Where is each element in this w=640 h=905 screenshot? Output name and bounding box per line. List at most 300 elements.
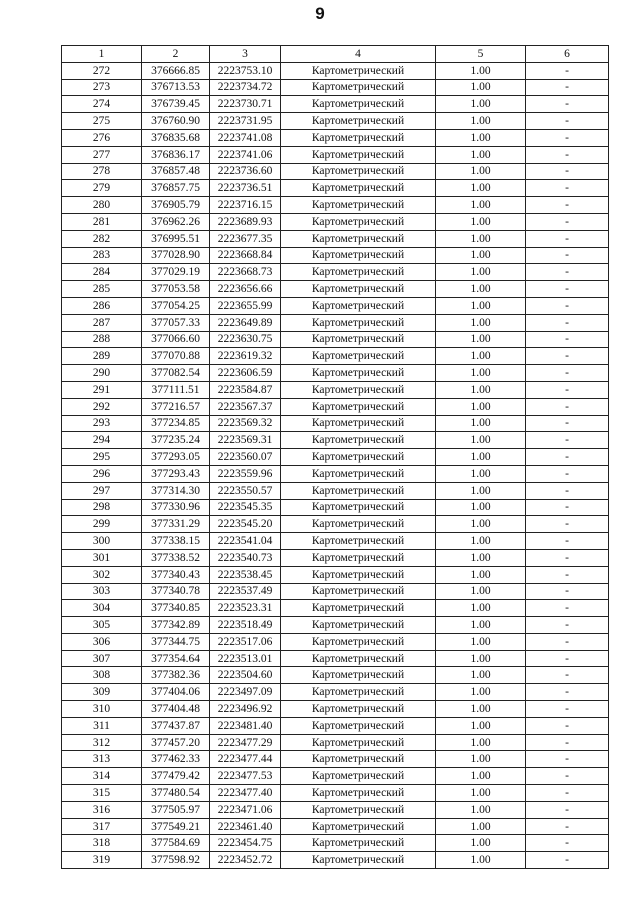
accuracy-cell: 1.00 [436, 264, 526, 281]
point-number-cell: 291 [62, 381, 142, 398]
accuracy-cell: 1.00 [436, 684, 526, 701]
note-cell: - [526, 213, 609, 230]
y-coordinate-cell: 2223569.31 [210, 432, 281, 449]
method-cell: Картометрический [281, 381, 436, 398]
point-number-cell: 284 [62, 264, 142, 281]
method-cell: Картометрический [281, 197, 436, 214]
x-coordinate-cell: 377457.20 [142, 734, 210, 751]
note-cell: - [526, 516, 609, 533]
accuracy-cell: 1.00 [436, 751, 526, 768]
x-coordinate-cell: 377293.05 [142, 449, 210, 466]
table-row [62, 163, 609, 180]
note-cell: - [526, 113, 609, 130]
table-row [62, 432, 609, 449]
accuracy-cell: 1.00 [436, 583, 526, 600]
point-number-cell: 272 [62, 62, 142, 79]
y-coordinate-cell: 2223523.31 [210, 600, 281, 617]
method-cell: Картометрический [281, 701, 436, 718]
y-coordinate-cell: 2223477.40 [210, 785, 281, 802]
method-cell: Картометрический [281, 281, 436, 298]
note-cell: - [526, 297, 609, 314]
y-coordinate-cell: 2223497.09 [210, 684, 281, 701]
point-number-cell: 276 [62, 129, 142, 146]
accuracy-cell: 1.00 [436, 533, 526, 550]
method-cell: Картометрический [281, 801, 436, 818]
method-cell: Картометрический [281, 768, 436, 785]
accuracy-cell: 1.00 [436, 247, 526, 264]
method-cell: Картометрический [281, 465, 436, 482]
accuracy-cell: 1.00 [436, 734, 526, 751]
note-cell: - [526, 314, 609, 331]
y-coordinate-cell: 2223541.04 [210, 533, 281, 550]
y-coordinate-cell: 2223731.95 [210, 113, 281, 130]
y-coordinate-cell: 2223560.07 [210, 449, 281, 466]
table-row [62, 667, 609, 684]
y-coordinate-cell: 2223569.32 [210, 415, 281, 432]
y-coordinate-cell: 2223504.60 [210, 667, 281, 684]
x-coordinate-cell: 376962.26 [142, 213, 210, 230]
x-coordinate-cell: 377479.42 [142, 768, 210, 785]
table-row [62, 331, 609, 348]
accuracy-cell: 1.00 [436, 499, 526, 516]
x-coordinate-cell: 376739.45 [142, 96, 210, 113]
note-cell: - [526, 801, 609, 818]
y-coordinate-cell: 2223619.32 [210, 348, 281, 365]
accuracy-cell: 1.00 [436, 818, 526, 835]
table-row [62, 281, 609, 298]
y-coordinate-cell: 2223649.89 [210, 314, 281, 331]
table-header-row [62, 46, 609, 63]
x-coordinate-cell: 377404.48 [142, 701, 210, 718]
table-row [62, 398, 609, 415]
table-row [62, 113, 609, 130]
table-row [62, 129, 609, 146]
note-cell: - [526, 264, 609, 281]
x-coordinate-cell: 377338.15 [142, 533, 210, 550]
method-cell: Картометрический [281, 852, 436, 869]
note-cell: - [526, 684, 609, 701]
table-row [62, 365, 609, 382]
accuracy-cell: 1.00 [436, 566, 526, 583]
x-coordinate-cell: 376713.53 [142, 79, 210, 96]
point-number-cell: 318 [62, 835, 142, 852]
point-number-cell: 297 [62, 482, 142, 499]
method-cell: Картометрический [281, 247, 436, 264]
x-coordinate-cell: 376836.17 [142, 146, 210, 163]
accuracy-cell: 1.00 [436, 96, 526, 113]
x-coordinate-cell: 377054.25 [142, 297, 210, 314]
y-coordinate-cell: 2223668.73 [210, 264, 281, 281]
x-coordinate-cell: 377340.85 [142, 600, 210, 617]
method-cell: Картометрический [281, 297, 436, 314]
accuracy-cell: 1.00 [436, 297, 526, 314]
x-coordinate-cell: 377404.06 [142, 684, 210, 701]
y-coordinate-cell: 2223477.53 [210, 768, 281, 785]
point-number-cell: 306 [62, 633, 142, 650]
x-coordinate-cell: 377057.33 [142, 314, 210, 331]
point-number-cell: 305 [62, 617, 142, 634]
point-number-cell: 279 [62, 180, 142, 197]
note-cell: - [526, 247, 609, 264]
x-coordinate-cell: 377340.78 [142, 583, 210, 600]
x-coordinate-cell: 376666.85 [142, 62, 210, 79]
table-row [62, 499, 609, 516]
method-cell: Картометрический [281, 785, 436, 802]
table-row [62, 600, 609, 617]
table-row [62, 717, 609, 734]
y-coordinate-cell: 2223668.84 [210, 247, 281, 264]
method-cell: Картометрический [281, 331, 436, 348]
point-number-cell: 311 [62, 717, 142, 734]
method-cell: Картометрический [281, 365, 436, 382]
accuracy-cell: 1.00 [436, 365, 526, 382]
point-number-cell: 283 [62, 247, 142, 264]
method-cell: Картометрический [281, 734, 436, 751]
note-cell: - [526, 751, 609, 768]
y-coordinate-cell: 2223545.35 [210, 499, 281, 516]
point-number-cell: 309 [62, 684, 142, 701]
accuracy-cell: 1.00 [436, 314, 526, 331]
note-cell: - [526, 381, 609, 398]
y-coordinate-cell: 2223518.49 [210, 617, 281, 634]
note-cell: - [526, 129, 609, 146]
accuracy-cell: 1.00 [436, 482, 526, 499]
method-cell: Картометрический [281, 163, 436, 180]
x-coordinate-cell: 377314.30 [142, 482, 210, 499]
y-coordinate-cell: 2223741.08 [210, 129, 281, 146]
note-cell: - [526, 583, 609, 600]
table-row [62, 734, 609, 751]
x-coordinate-cell: 377584.69 [142, 835, 210, 852]
method-cell: Картометрический [281, 96, 436, 113]
method-cell: Картометрический [281, 129, 436, 146]
point-number-cell: 314 [62, 768, 142, 785]
method-cell: Картометрический [281, 650, 436, 667]
point-number-cell: 275 [62, 113, 142, 130]
method-cell: Картометрический [281, 818, 436, 835]
method-cell: Картометрический [281, 516, 436, 533]
y-coordinate-cell: 2223540.73 [210, 549, 281, 566]
point-number-cell: 292 [62, 398, 142, 415]
x-coordinate-cell: 377070.88 [142, 348, 210, 365]
note-cell: - [526, 79, 609, 96]
x-coordinate-cell: 377216.57 [142, 398, 210, 415]
note-cell: - [526, 818, 609, 835]
point-number-cell: 293 [62, 415, 142, 432]
method-cell: Картометрический [281, 146, 436, 163]
point-number-cell: 307 [62, 650, 142, 667]
y-coordinate-cell: 2223550.57 [210, 482, 281, 499]
method-cell: Картометрический [281, 499, 436, 516]
table-row [62, 785, 609, 802]
accuracy-cell: 1.00 [436, 230, 526, 247]
coordinates-table [61, 45, 609, 869]
accuracy-cell: 1.00 [436, 600, 526, 617]
x-coordinate-cell: 377549.21 [142, 818, 210, 835]
y-coordinate-cell: 2223567.37 [210, 398, 281, 415]
accuracy-cell: 1.00 [436, 785, 526, 802]
note-cell: - [526, 415, 609, 432]
y-coordinate-cell: 2223753.10 [210, 62, 281, 79]
table-row [62, 230, 609, 247]
accuracy-cell: 1.00 [436, 633, 526, 650]
method-cell: Картометрический [281, 398, 436, 415]
method-cell: Картометрический [281, 684, 436, 701]
table-row [62, 314, 609, 331]
note-cell: - [526, 701, 609, 718]
table-row [62, 146, 609, 163]
point-number-cell: 280 [62, 197, 142, 214]
method-cell: Картометрический [281, 62, 436, 79]
table-row [62, 684, 609, 701]
y-coordinate-cell: 2223477.29 [210, 734, 281, 751]
accuracy-cell: 1.00 [436, 348, 526, 365]
x-coordinate-cell: 377330.96 [142, 499, 210, 516]
note-cell: - [526, 465, 609, 482]
method-cell: Картометрический [281, 180, 436, 197]
method-cell: Картометрический [281, 566, 436, 583]
table-row [62, 768, 609, 785]
note-cell: - [526, 566, 609, 583]
y-coordinate-cell: 2223677.35 [210, 230, 281, 247]
point-number-cell: 281 [62, 213, 142, 230]
note-cell: - [526, 617, 609, 634]
point-number-cell: 312 [62, 734, 142, 751]
y-coordinate-cell: 2223606.59 [210, 365, 281, 382]
column-header-2: 2 [142, 46, 210, 63]
point-number-cell: 296 [62, 465, 142, 482]
column-header-6: 6 [526, 46, 609, 63]
point-number-cell: 315 [62, 785, 142, 802]
method-cell: Картометрический [281, 213, 436, 230]
method-cell: Картометрический [281, 264, 436, 281]
note-cell: - [526, 499, 609, 516]
table-row [62, 381, 609, 398]
method-cell: Картометрический [281, 348, 436, 365]
accuracy-cell: 1.00 [436, 113, 526, 130]
accuracy-cell: 1.00 [436, 852, 526, 869]
x-coordinate-cell: 377462.33 [142, 751, 210, 768]
column-header-3: 3 [210, 46, 281, 63]
accuracy-cell: 1.00 [436, 163, 526, 180]
accuracy-cell: 1.00 [436, 617, 526, 634]
note-cell: - [526, 717, 609, 734]
method-cell: Картометрический [281, 600, 436, 617]
point-number-cell: 304 [62, 600, 142, 617]
point-number-cell: 277 [62, 146, 142, 163]
x-coordinate-cell: 377338.52 [142, 549, 210, 566]
point-number-cell: 295 [62, 449, 142, 466]
method-cell: Картометрический [281, 717, 436, 734]
table-row [62, 449, 609, 466]
table-row [62, 264, 609, 281]
x-coordinate-cell: 377437.87 [142, 717, 210, 734]
y-coordinate-cell: 2223545.20 [210, 516, 281, 533]
table-row [62, 701, 609, 718]
method-cell: Картометрический [281, 633, 436, 650]
point-number-cell: 308 [62, 667, 142, 684]
y-coordinate-cell: 2223537.49 [210, 583, 281, 600]
table-body [62, 62, 609, 868]
accuracy-cell: 1.00 [436, 381, 526, 398]
x-coordinate-cell: 377293.43 [142, 465, 210, 482]
point-number-cell: 313 [62, 751, 142, 768]
note-cell: - [526, 482, 609, 499]
point-number-cell: 278 [62, 163, 142, 180]
table-row [62, 852, 609, 869]
point-number-cell: 317 [62, 818, 142, 835]
x-coordinate-cell: 377234.85 [142, 415, 210, 432]
x-coordinate-cell: 377598.92 [142, 852, 210, 869]
accuracy-cell: 1.00 [436, 281, 526, 298]
table-row [62, 213, 609, 230]
accuracy-cell: 1.00 [436, 717, 526, 734]
y-coordinate-cell: 2223741.06 [210, 146, 281, 163]
x-coordinate-cell: 377505.97 [142, 801, 210, 818]
accuracy-cell: 1.00 [436, 79, 526, 96]
accuracy-cell: 1.00 [436, 398, 526, 415]
y-coordinate-cell: 2223454.75 [210, 835, 281, 852]
method-cell: Картометрический [281, 449, 436, 466]
point-number-cell: 282 [62, 230, 142, 247]
accuracy-cell: 1.00 [436, 331, 526, 348]
y-coordinate-cell: 2223655.99 [210, 297, 281, 314]
note-cell: - [526, 365, 609, 382]
y-coordinate-cell: 2223538.45 [210, 566, 281, 583]
method-cell: Картометрический [281, 230, 436, 247]
accuracy-cell: 1.00 [436, 801, 526, 818]
note-cell: - [526, 533, 609, 550]
table-row [62, 482, 609, 499]
point-number-cell: 285 [62, 281, 142, 298]
accuracy-cell: 1.00 [436, 415, 526, 432]
accuracy-cell: 1.00 [436, 667, 526, 684]
x-coordinate-cell: 377354.64 [142, 650, 210, 667]
x-coordinate-cell: 377382.36 [142, 667, 210, 684]
point-number-cell: 273 [62, 79, 142, 96]
y-coordinate-cell: 2223736.51 [210, 180, 281, 197]
point-number-cell: 286 [62, 297, 142, 314]
method-cell: Картометрический [281, 482, 436, 499]
x-coordinate-cell: 377053.58 [142, 281, 210, 298]
accuracy-cell: 1.00 [436, 549, 526, 566]
y-coordinate-cell: 2223477.44 [210, 751, 281, 768]
point-number-cell: 303 [62, 583, 142, 600]
method-cell: Картометрический [281, 415, 436, 432]
x-coordinate-cell: 377082.54 [142, 365, 210, 382]
y-coordinate-cell: 2223517.06 [210, 633, 281, 650]
table-row [62, 818, 609, 835]
accuracy-cell: 1.00 [436, 449, 526, 466]
method-cell: Картометрический [281, 667, 436, 684]
table-row [62, 617, 609, 634]
method-cell: Картометрический [281, 549, 436, 566]
table-row [62, 549, 609, 566]
y-coordinate-cell: 2223630.75 [210, 331, 281, 348]
x-coordinate-cell: 377480.54 [142, 785, 210, 802]
note-cell: - [526, 852, 609, 869]
x-coordinate-cell: 377028.90 [142, 247, 210, 264]
note-cell: - [526, 348, 609, 365]
y-coordinate-cell: 2223716.15 [210, 197, 281, 214]
note-cell: - [526, 768, 609, 785]
point-number-cell: 319 [62, 852, 142, 869]
accuracy-cell: 1.00 [436, 465, 526, 482]
point-number-cell: 299 [62, 516, 142, 533]
point-number-cell: 288 [62, 331, 142, 348]
point-number-cell: 289 [62, 348, 142, 365]
x-coordinate-cell: 377344.75 [142, 633, 210, 650]
note-cell: - [526, 633, 609, 650]
table-row [62, 835, 609, 852]
table-row [62, 583, 609, 600]
x-coordinate-cell: 377331.29 [142, 516, 210, 533]
x-coordinate-cell: 376857.75 [142, 180, 210, 197]
y-coordinate-cell: 2223584.87 [210, 381, 281, 398]
y-coordinate-cell: 2223559.96 [210, 465, 281, 482]
y-coordinate-cell: 2223730.71 [210, 96, 281, 113]
accuracy-cell: 1.00 [436, 701, 526, 718]
note-cell: - [526, 600, 609, 617]
table-row [62, 415, 609, 432]
accuracy-cell: 1.00 [436, 516, 526, 533]
x-coordinate-cell: 377029.19 [142, 264, 210, 281]
method-cell: Картометрический [281, 314, 436, 331]
table-row [62, 751, 609, 768]
table-row [62, 96, 609, 113]
note-cell: - [526, 734, 609, 751]
accuracy-cell: 1.00 [436, 197, 526, 214]
method-cell: Картометрический [281, 432, 436, 449]
table-row [62, 516, 609, 533]
x-coordinate-cell: 377342.89 [142, 617, 210, 634]
y-coordinate-cell: 2223461.40 [210, 818, 281, 835]
y-coordinate-cell: 2223734.72 [210, 79, 281, 96]
table-row [62, 633, 609, 650]
note-cell: - [526, 163, 609, 180]
y-coordinate-cell: 2223471.06 [210, 801, 281, 818]
note-cell: - [526, 331, 609, 348]
table-row [62, 247, 609, 264]
column-header-5: 5 [436, 46, 526, 63]
note-cell: - [526, 230, 609, 247]
accuracy-cell: 1.00 [436, 432, 526, 449]
note-cell: - [526, 667, 609, 684]
table-row [62, 801, 609, 818]
method-cell: Картометрический [281, 835, 436, 852]
note-cell: - [526, 549, 609, 566]
table-row [62, 79, 609, 96]
table-row [62, 180, 609, 197]
table-row [62, 533, 609, 550]
point-number-cell: 298 [62, 499, 142, 516]
note-cell: - [526, 197, 609, 214]
note-cell: - [526, 449, 609, 466]
point-number-cell: 301 [62, 549, 142, 566]
method-cell: Картометрический [281, 751, 436, 768]
table-row [62, 297, 609, 314]
accuracy-cell: 1.00 [436, 768, 526, 785]
note-cell: - [526, 650, 609, 667]
note-cell: - [526, 785, 609, 802]
note-cell: - [526, 62, 609, 79]
table-row [62, 465, 609, 482]
accuracy-cell: 1.00 [436, 213, 526, 230]
accuracy-cell: 1.00 [436, 835, 526, 852]
method-cell: Картометрический [281, 533, 436, 550]
point-number-cell: 287 [62, 314, 142, 331]
note-cell: - [526, 398, 609, 415]
